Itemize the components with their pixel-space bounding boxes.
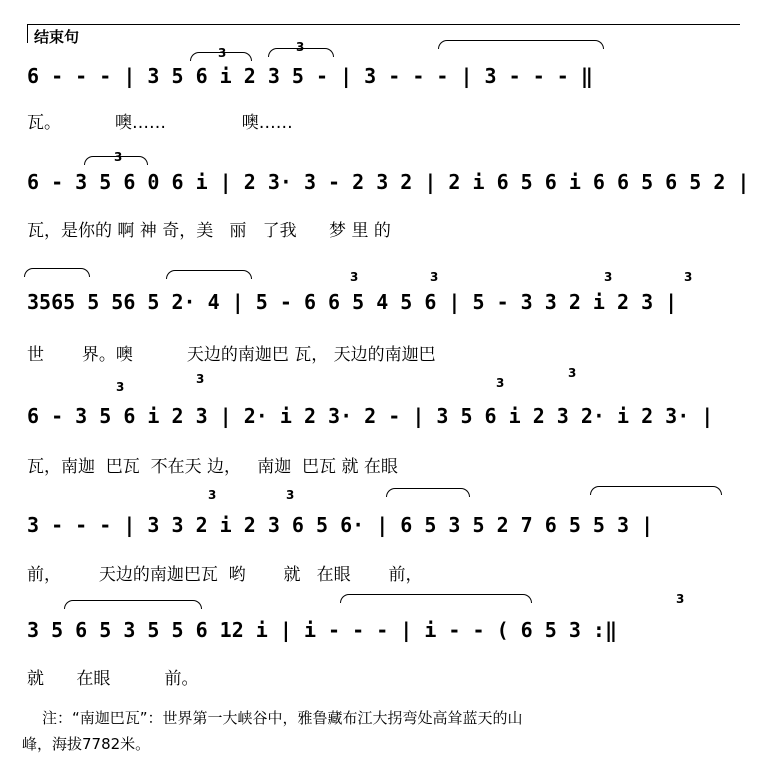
triplet-mark: 3 xyxy=(114,150,123,164)
footnote-line-1: 注：“南迦巴瓦”：世界第一大峡谷中，雅鲁藏布江大拐弯处高耸蓝天的山 xyxy=(42,709,523,727)
footnote-line-2: 峰，海拔7782米。 xyxy=(22,735,151,753)
triplet-mark: 3 xyxy=(296,40,305,54)
slur xyxy=(190,52,252,61)
triplet-mark: 3 xyxy=(496,376,505,390)
triplet-mark: 3 xyxy=(208,488,217,502)
lyrics-row-1: 瓦。 噢…… 噢…… xyxy=(27,113,293,133)
triplet-mark: 3 xyxy=(286,488,295,502)
triplet-mark: 3 xyxy=(568,366,577,380)
section-label: 结束句 xyxy=(34,28,80,46)
lyrics-row-4: 瓦，南迦 巴瓦 不在天 边， 南迦 巴瓦 就 在眼 xyxy=(27,457,398,477)
triplet-mark: 3 xyxy=(684,270,693,284)
triplet-mark: 3 xyxy=(116,380,125,394)
lyrics-row-2: 瓦，是你的 啊 神 奇，美 丽 了我 梦 里 的 xyxy=(27,221,391,241)
triplet-mark: 3 xyxy=(350,270,359,284)
notation-row-1: 6 - - - | 3 5 6 i 2 3 5 - | 3 - - - | 3 - - - ‖ xyxy=(27,64,593,88)
triplet-mark: 3 xyxy=(604,270,613,284)
slur xyxy=(166,270,252,279)
lyrics-row-3: 世 界。噢 天边的南迦巴 瓦， 天边的南迦巴 xyxy=(27,345,436,365)
section-bracket xyxy=(27,24,740,43)
notation-row-3: 3565 5 56 5 2· 4 | 5 - 6 6 5 4 5 6 | 5 - 3 3 2 i 2 3 | xyxy=(27,290,678,314)
notation-row-2: 6 - 3 5 6 0 6 i | 2 3· 3 - 2 3 2 | 2 i 6 5 6 i 6 6 5 6 5 2 | xyxy=(27,170,750,194)
triplet-mark: 3 xyxy=(676,592,685,606)
slur xyxy=(24,268,90,277)
lyrics-row-6: 就 在眼 前。 xyxy=(27,669,199,689)
triplet-mark: 3 xyxy=(196,372,205,386)
slur xyxy=(84,156,148,165)
notation-row-4: 6 - 3 5 6 i 2 3 | 2· i 2 3· 2 - | 3 5 6 i 2 3 2· i 2 3· | xyxy=(27,404,714,428)
slur xyxy=(340,594,532,603)
slur xyxy=(64,600,202,609)
notation-row-5: 3 - - - | 3 3 2 i 2 3 6 5 6· | 6 5 3 5 2 7 6 5 5 3 | xyxy=(27,513,654,537)
notation-row-6: 3 5 6 5 3 5 5 6 12 i | i - - - | i - - ( 6 5 3 :‖ xyxy=(27,618,618,642)
slur xyxy=(590,486,722,495)
slur xyxy=(438,40,604,49)
triplet-mark: 3 xyxy=(218,46,227,60)
triplet-mark: 3 xyxy=(430,270,439,284)
lyrics-row-5: 前， 天边的南迦巴瓦 哟 就 在眼 前， xyxy=(27,565,423,585)
slur xyxy=(386,488,470,497)
slur xyxy=(268,48,334,57)
